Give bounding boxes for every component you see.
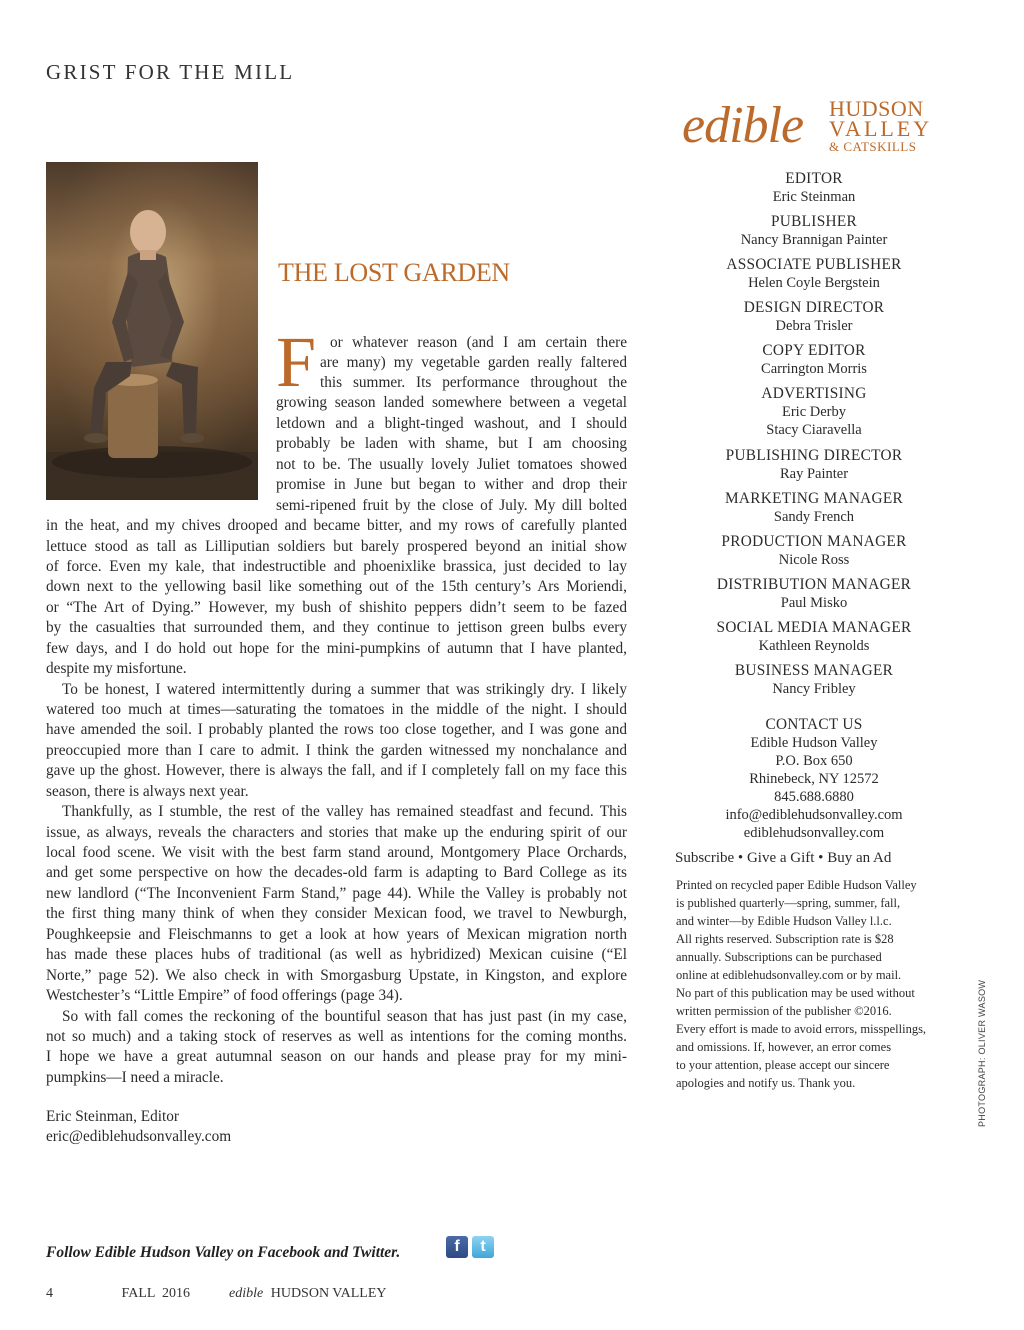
article-line: new landlord (“The Inconvenient Farm Stand,” page 44). While the Valley is probably not: [46, 885, 627, 902]
staff-role: BUSINESS MANAGER: [734, 662, 894, 679]
contact-block: [674, 716, 954, 842]
facebook-glyph: f: [454, 1238, 460, 1255]
staff-entry: [674, 213, 954, 249]
issue-label: FALL 2016: [121, 1286, 190, 1301]
article-line: Poughkeepsie and Fleischmanns to get a look at how years of Mexican migration north: [46, 926, 627, 943]
article-line: and get some perspective on how the decades-old farm is adapting to Bard College as its: [46, 864, 627, 881]
subscribe-links: [675, 850, 891, 867]
article-line: or whatever reason (and I am certain there: [330, 334, 627, 351]
twitter-glyph: t: [480, 1238, 486, 1255]
buy-an-ad-link[interactable]: Buy an Ad: [827, 850, 892, 866]
article-line: lettuce stood as tall as Lilliputian soldiers but barely prospered beyond an initial show: [46, 538, 627, 555]
article-line: this summer. Its performance throughout the: [320, 374, 627, 391]
signature-block: [46, 1107, 231, 1147]
article-line: by the casualties that surrounded them, and they continue to jettison green bulbs every: [46, 619, 627, 636]
editor-portrait-photo: [46, 162, 258, 500]
contact-line: Edible Hudson Valley: [750, 735, 878, 751]
article-line: watered too much at times—saturating the tomatoes in the middle of the night. I should: [46, 701, 627, 718]
staff-entry: [674, 662, 954, 698]
staff-entry: [674, 256, 954, 292]
staff-name: Helen Coyle Bergstein: [748, 275, 880, 291]
article-line: or “The Art of Dying.” However, my bush of shishito peppers didn’t seem to be fazed: [46, 599, 627, 616]
staff-name: Paul Misko: [780, 595, 848, 611]
article-line: semi-ripened fruit by the close of July. My dill bolted: [276, 497, 627, 514]
article-line: are many) my vegetable garden really faltered: [320, 354, 627, 371]
contact-phone: 845.688.6880: [774, 789, 854, 805]
staff-entry: [674, 299, 954, 335]
article-line: of force. Even my kale, that indestructible and phoenixlike brassica, just decided to lay: [46, 558, 627, 575]
notice-line: All rights reserved. Subscription rate is $28: [676, 932, 894, 946]
notice-line: Every effort is made to avoid errors, misspellings,: [676, 1022, 927, 1036]
staff-role: MARKETING MANAGER: [724, 490, 904, 507]
article-line: has made these places hubs of traditional (as well as hybridized) Mexican cuisine (“El: [46, 946, 627, 963]
logo-edible-text: edible: [682, 97, 804, 154]
article-title: THE LOST GARDEN: [278, 258, 510, 287]
edible-hudson-valley-logo: [682, 98, 934, 156]
staff-entry: [674, 342, 954, 378]
staff-role: COPY EDITOR: [762, 342, 866, 359]
notice-line: online at ediblehudsonvalley.com or by mail.: [676, 968, 902, 982]
facebook-icon[interactable]: [446, 1236, 468, 1258]
staff-entry: [674, 619, 954, 655]
section-title: GRIST FOR THE MILL: [46, 60, 295, 84]
article-line: letdown and a blight-tinged washout, and I should: [276, 415, 627, 432]
article-line: despite my misfortune.: [46, 660, 187, 677]
staff-role: SOCIAL MEDIA MANAGER: [716, 619, 912, 636]
staff-name: Kathleen Reynolds: [758, 638, 870, 654]
staff-entry: [674, 533, 954, 569]
notice-line: and winter—by Edible Hudson Valley l.l.c.: [676, 914, 892, 928]
article-line: preoccupied more than I care to admit. I think the garden witnessed my nonchalance and: [46, 742, 627, 759]
article-line: down next to the yellowing basil like something out of the 15th century’s Ars Moriendi,: [46, 578, 627, 595]
notice-line: No part of this publication may be used without: [676, 986, 915, 1000]
page-footer: [46, 1286, 387, 1302]
footer-edible: edible: [229, 1286, 264, 1301]
article-line: issue, as always, reveals the characters and stories that make up the enduring spirit of our: [46, 824, 627, 841]
article-line: probably be laden with shame, but I am choosing: [276, 435, 627, 452]
staff-role: EDITOR: [785, 170, 843, 187]
article-line: have amended the soil. I probably planted the rows too close together, and I was gone and: [46, 721, 627, 738]
notice-line: to your attention, please accept our sincere: [676, 1058, 890, 1072]
staff-name: Debra Trisler: [775, 318, 853, 334]
staff-name: Stacy Ciaravella: [766, 422, 862, 438]
staff-role: PUBLISHING DIRECTOR: [725, 447, 903, 464]
article-line: I hope we have a great autumnal season on our hands and please pray for my mini-: [46, 1048, 627, 1065]
staff-name: Ray Painter: [779, 466, 849, 482]
contact-line: P.O. Box 650: [775, 753, 853, 769]
article-line: growing season landed somewhere between a vegetal: [276, 394, 627, 411]
logo-valley-text: VALLEY: [829, 116, 933, 141]
signature-name: Eric Steinman, Editor: [46, 1108, 179, 1125]
article-line: Thankfully, as I stumble, the rest of the valley has remained steadfast and fecund. This: [62, 803, 627, 820]
signature-email-link[interactable]: eric@ediblehudsonvalley.com: [46, 1128, 232, 1145]
staff-name: Eric Steinman: [772, 189, 856, 205]
drop-cap: F: [276, 322, 317, 402]
article-line: So with fall comes the reckoning of the bountiful season that has just past (in my case,: [62, 1008, 627, 1025]
article-line: local food scene. We visit with the best farm stand around, Montgomery Place Orchards,: [46, 844, 627, 861]
article-line: not so much) and a taking stock of reserves as well as intentions for the coming months.: [46, 1028, 627, 1045]
article-line: few days, and I do hold out hope for the mini-pumpkins of autumn that I have planted,: [46, 640, 627, 657]
notice-line: is published quarterly—spring, summer, fall,: [676, 896, 901, 910]
staff-entry: [674, 170, 954, 206]
article-line: Westchester’s “Little Empire” of food offerings (page 34).: [46, 987, 403, 1004]
notice-line: apologies and notify us. Thank you.: [676, 1076, 856, 1090]
staff-role: DISTRIBUTION MANAGER: [716, 576, 912, 593]
staff-entry: [674, 385, 954, 439]
article-line: season, there is always next year.: [46, 783, 249, 800]
logo-hudson-text: HUDSON: [829, 96, 924, 121]
staff-entry: [674, 447, 954, 483]
staff-name: Nancy Brannigan Painter: [740, 232, 888, 248]
staff-role: DESIGN DIRECTOR: [743, 299, 885, 316]
staff-name: Sandy French: [773, 509, 855, 525]
contact-heading: CONTACT US: [765, 716, 863, 733]
staff-role: ASSOCIATE PUBLISHER: [726, 256, 902, 273]
staff-name: Nancy Fribley: [772, 681, 856, 697]
staff-entry: [674, 490, 954, 526]
bullet-separator: •: [818, 850, 824, 866]
twitter-icon[interactable]: [472, 1236, 494, 1258]
publication-notice: [676, 876, 966, 1092]
footer-magazine: HUDSON VALLEY: [270, 1286, 387, 1301]
notice-line: written permission of the publisher ©2016.: [676, 1004, 892, 1018]
notice-line: Printed on recycled paper Edible Hudson Valley: [676, 878, 917, 892]
article-line: in the heat, and my chives drooped and became bitter, and my rows of carefully planted: [46, 517, 627, 534]
staff-name: Nicole Ross: [778, 552, 850, 568]
staff-name: Carrington Morris: [761, 361, 867, 377]
portrait-illustration: [46, 162, 258, 500]
follow-social-text: Follow Edible Hudson Valley on Facebook and Twitter.: [46, 1244, 401, 1261]
logo-right-stack: [829, 98, 932, 153]
photo-credit: PHOTOGRAPH: OLIVER WASOW: [977, 979, 987, 1127]
staff-entry: [674, 576, 954, 612]
contact-line: Rhinebeck, NY 12572: [749, 771, 879, 787]
article-line: promise in June but began to wither and drop their: [276, 476, 627, 493]
notice-line: annually. Subscriptions can be purchased: [676, 950, 882, 964]
article-line: the first thing many think of when they consider Mexican food, we travel to Newburgh,: [46, 905, 627, 922]
staff-role: ADVERTISING: [761, 385, 867, 402]
article-line: pumpkins—I need a miracle.: [46, 1069, 224, 1086]
bullet-separator: •: [737, 850, 744, 866]
give-a-gift-link[interactable]: Give a Gift: [746, 850, 815, 866]
staff-name: Eric Derby: [781, 404, 846, 420]
article-line: To be honest, I watered intermittently during a summer that was strikingly dry. I likely: [62, 681, 627, 698]
contact-website-link[interactable]: ediblehudsonvalley.com: [743, 825, 885, 841]
article-line: Norte,” page 52). We also check in with Smorgasburg Upstate, in Kingston, and explore: [46, 967, 627, 984]
contact-email-link[interactable]: info@ediblehudsonvalley.com: [725, 807, 903, 823]
subscribe-link[interactable]: Subscribe: [675, 850, 735, 866]
staff-role: PUBLISHER: [771, 213, 857, 230]
staff-role: PRODUCTION MANAGER: [721, 533, 907, 550]
article-line: not to be. The usually lovely Juliet tomatoes showed: [276, 456, 627, 473]
logo-catskills-text: & CATSKILLS: [829, 139, 917, 154]
page-number: 4: [46, 1286, 53, 1301]
article-line: gave up the ghost. However, there is always the fall, and if I completely fall on my face this: [46, 762, 627, 779]
notice-line: and omissions. If, however, an error comes: [676, 1040, 892, 1054]
